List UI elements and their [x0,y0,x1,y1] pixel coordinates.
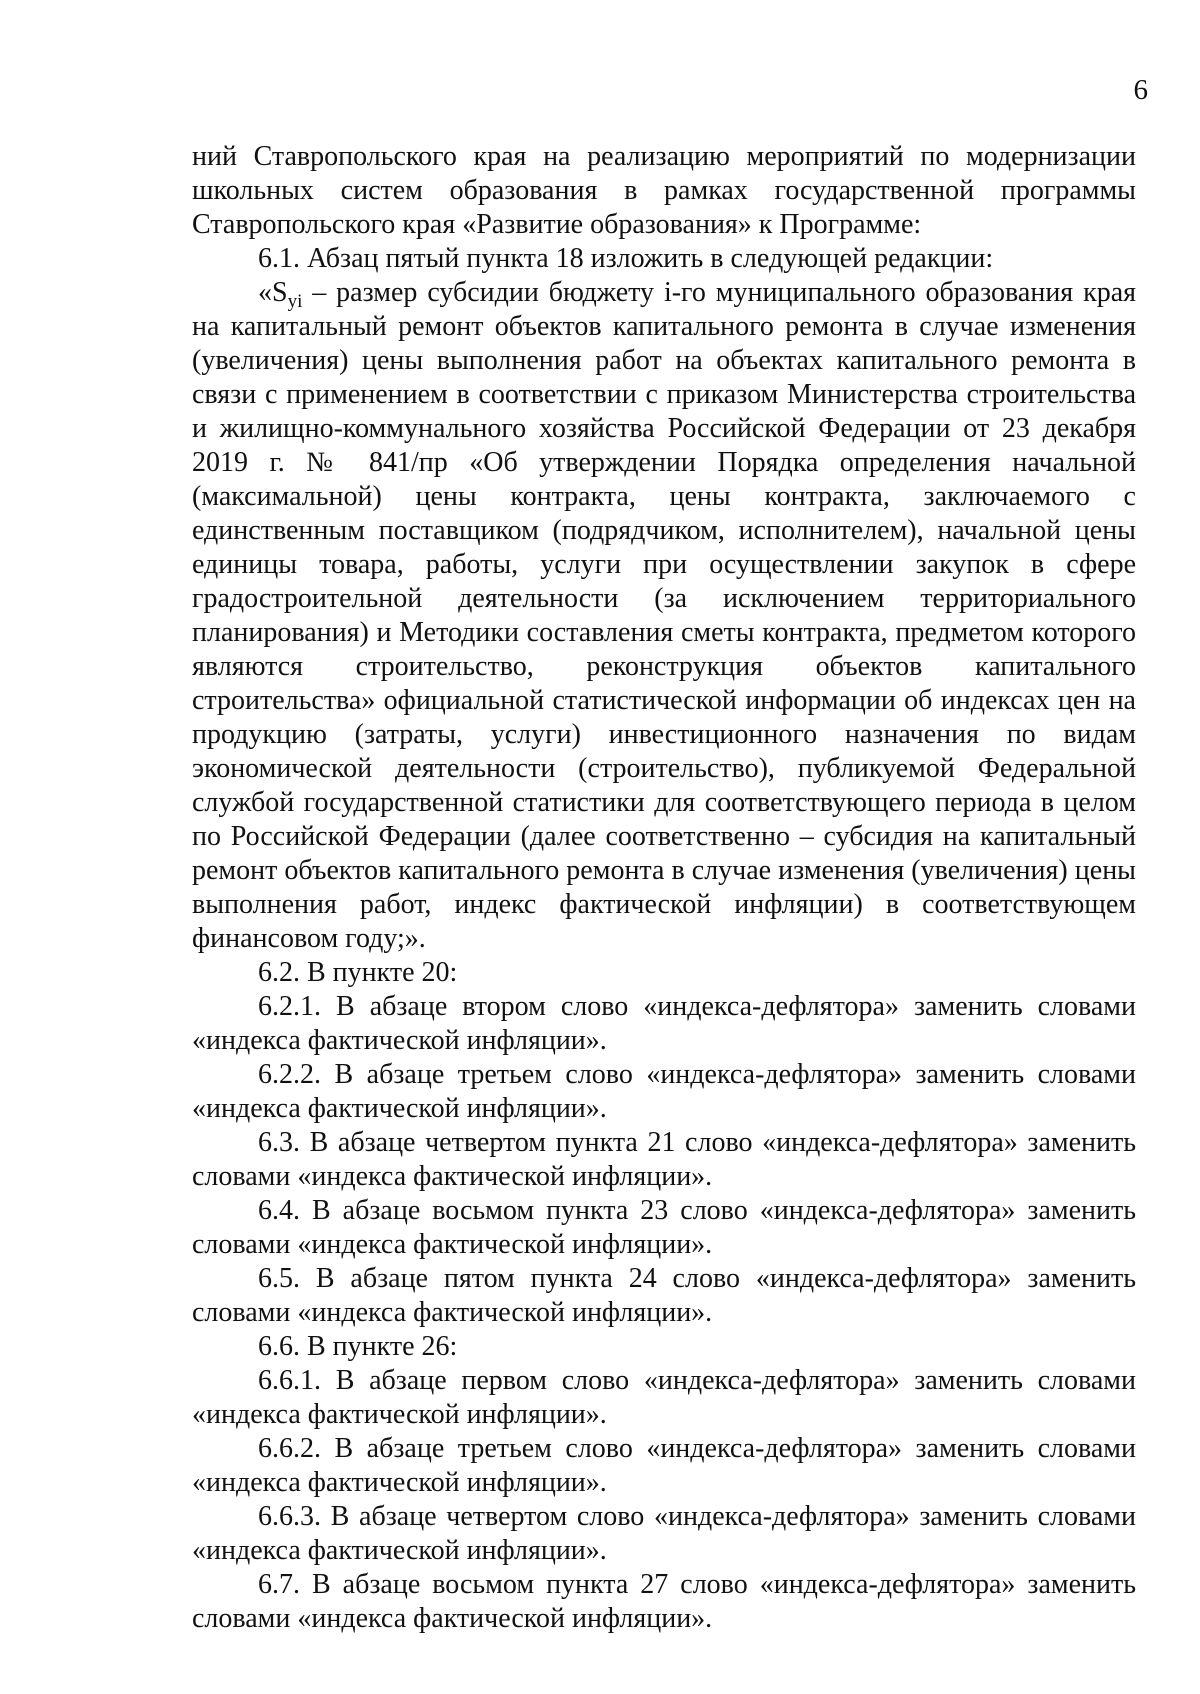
paragraph-quote-syi [192,276,1136,956]
paragraph-continuation: ний Ставропольского края на реализацию мероприятий по модернизации школьных систем образования в рамках государственной программы Ставропольского края «Развитие образования» к Программе: [192,141,1136,240]
paragraph-6-5: 6.5. В абзаце пятом пункта 24 слово «индекса-дефлятора» заменить словами «индекса фактической инфляции». [192,1263,1136,1328]
paragraph-quote-text: – размер субсидии бюджету i-го муниципального образования края на капитальный ремонт объектов капитального ремонта в случае изменения (увеличения) цены выполнения работ на объектах капитального ремонта в связи с применением в соответствии с приказом Министерства строительства и жилищно-коммунального хозяйства Российской Федерации от 23 декабря 2019 г. № 841/пр «Об утверждении Порядка определения начальной (максимальной) цены контракта, цены контракта, заключаемого с единственным поставщиком (подрядчиком, исполнителем), начальной цены единицы товара, работы, услуги при осуществлении закупок в сфере градостроительной деятельности (за исключением территориального планирования) и Методики составления сметы контракта, предметом которого являются строительство, реконструкция объектов капитального строительства» официальной статистической информации об индексах цен на продукцию (затраты, услуги) инвестиционного назначения по видам экономической деятельности (строительство), публикуемой Федеральной службой государственной статистики для соответствующего периода в целом по Российской Федерации (далее соответственно – субсидия на капитальный ремонт объектов капитального ремонта в случае изменения (увеличения) цены выполнения работ, индекс фактической инфляции) в соответствующем финансовом году;». [192,277,1136,954]
paragraph-6-1: 6.1. Абзац пятый пункта 18 изложить в следующей редакции: [258,243,994,274]
paragraph-6-6-3: 6.6.3. В абзаце четвертом слово «индекса-дефлятора» заменить словами «индекса фактической инфляции». [192,1501,1136,1566]
paragraph-6-6-2: 6.6.2. В абзаце третьем слово «индекса-дефлятора» заменить словами «индекса фактической инфляции». [192,1433,1136,1498]
formula-lead: «S [258,277,288,308]
page-number: 6 [1133,74,1148,106]
paragraph-6-3: 6.3. В абзаце четвертом пункта 21 слово «индекса-дефлятора» заменить словами «индекса фактической инфляции». [192,1127,1136,1192]
paragraph-6-2-1: 6.2.1. В абзаце втором слово «индекса-дефлятора» заменить словами «индекса фактической инфляции». [192,991,1136,1056]
paragraph-6-4: 6.4. В абзаце восьмом пункта 23 слово «индекса-дефлятора» заменить словами «индекса фактической инфляции». [192,1195,1136,1260]
paragraph-6-6-1: 6.6.1. В абзаце первом слово «индекса-дефлятора» заменить словами «индекса фактической инфляции». [192,1365,1136,1430]
paragraph-6-2-2: 6.2.2. В абзаце третьем слово «индекса-дефлятора» заменить словами «индекса фактической инфляции». [192,1059,1136,1124]
paragraph-6-6: 6.6. В пункте 26: [258,1331,458,1362]
formula-subscript: yi [287,291,303,312]
document-body [192,140,1136,1636]
paragraph-6-7: 6.7. В абзаце восьмом пункта 27 слово «индекса-дефлятора» заменить словами «индекса фактической инфляции». [192,1569,1136,1634]
paragraph-6-2: 6.2. В пункте 20: [258,957,458,988]
